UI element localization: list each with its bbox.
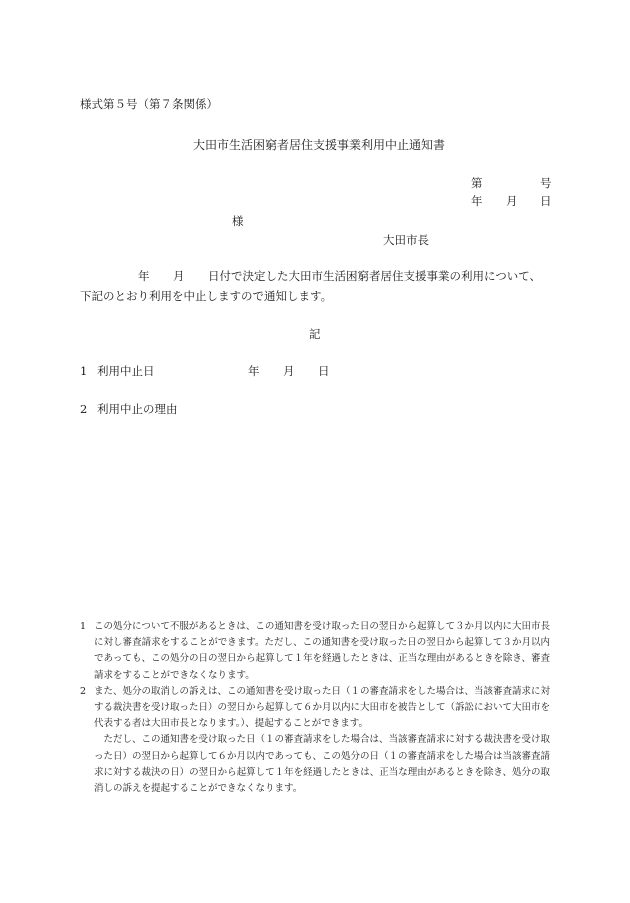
note-number: 1 [80,621,87,632]
doc-number-prefix: 第 [471,176,483,190]
note-paragraph: また、処分の取消しの訴えは、この通知書を受け取った日（１の審査請求をした場合は、当該審査請求に対する裁決書を受け取った日）の翌日から起算して６か月以内に大田市を被告として（訴訟において大田市を代表する者は大田市長となります。）、提起することができます。 [94,685,551,730]
date-year: 年 [471,194,483,208]
item-label: 利用中止日 [97,364,155,378]
item-label: 利用中止の理由 [97,402,178,416]
note-item [80,684,550,797]
body-text-line2: 下記のとおり利用を中止しますので通知します。 [80,289,333,303]
date-month: 月 [506,194,518,208]
notes-section [80,619,550,797]
item-year: 年 [248,364,260,378]
issuer-name: 大田市長 [383,233,429,247]
doc-number-suffix: 号 [540,176,552,190]
item-number: 1 [80,364,88,378]
item-month: 月 [283,364,295,378]
note-item [80,619,550,684]
note-paragraph: この処分について不服があるときは、この通知書を受け取った日の翌日から起算して３か月以内に大田市長に対し審査請求をすることができます。ただし、この通知書を受け取った日の翌日から起算して３か月以内であっても、この処分の日の翌日から起算して１年を経過したときは、正当な理由があるときを除き、審査請求をすることができなくなります。 [94,621,550,681]
document-title: 大田市生活困窮者居住支援事業利用中止通知書 [193,138,446,152]
date-day: 日 [540,194,552,208]
body-text-line1: 日付で決定した大田市生活困窮者居住支援事業の利用について、 [208,269,542,283]
item-number: 2 [80,402,88,416]
body-month: 月 [173,269,185,283]
body-year: 年 [138,269,150,283]
note-number: 2 [80,685,87,697]
item-day: 日 [318,364,330,378]
ki-heading: 記 [309,327,321,341]
note-paragraph: ただし、この通知書を受け取った日（１の審査請求をした場合は、当該審査請求に対する裁決書を受け取った日）の翌日から起算して６か月以内であっても、この処分の日（１の審査請求をした場合は当該審査請求に対する裁決の日）の翌日から起算して１年を経過したときは、正当な理由があるときを除き、処分の取消しの訴えを提起することができなくなります。 [94,734,551,795]
recipient-suffix: 様 [232,214,244,228]
form-label: 様式第５号（第７条関係） [80,97,218,111]
